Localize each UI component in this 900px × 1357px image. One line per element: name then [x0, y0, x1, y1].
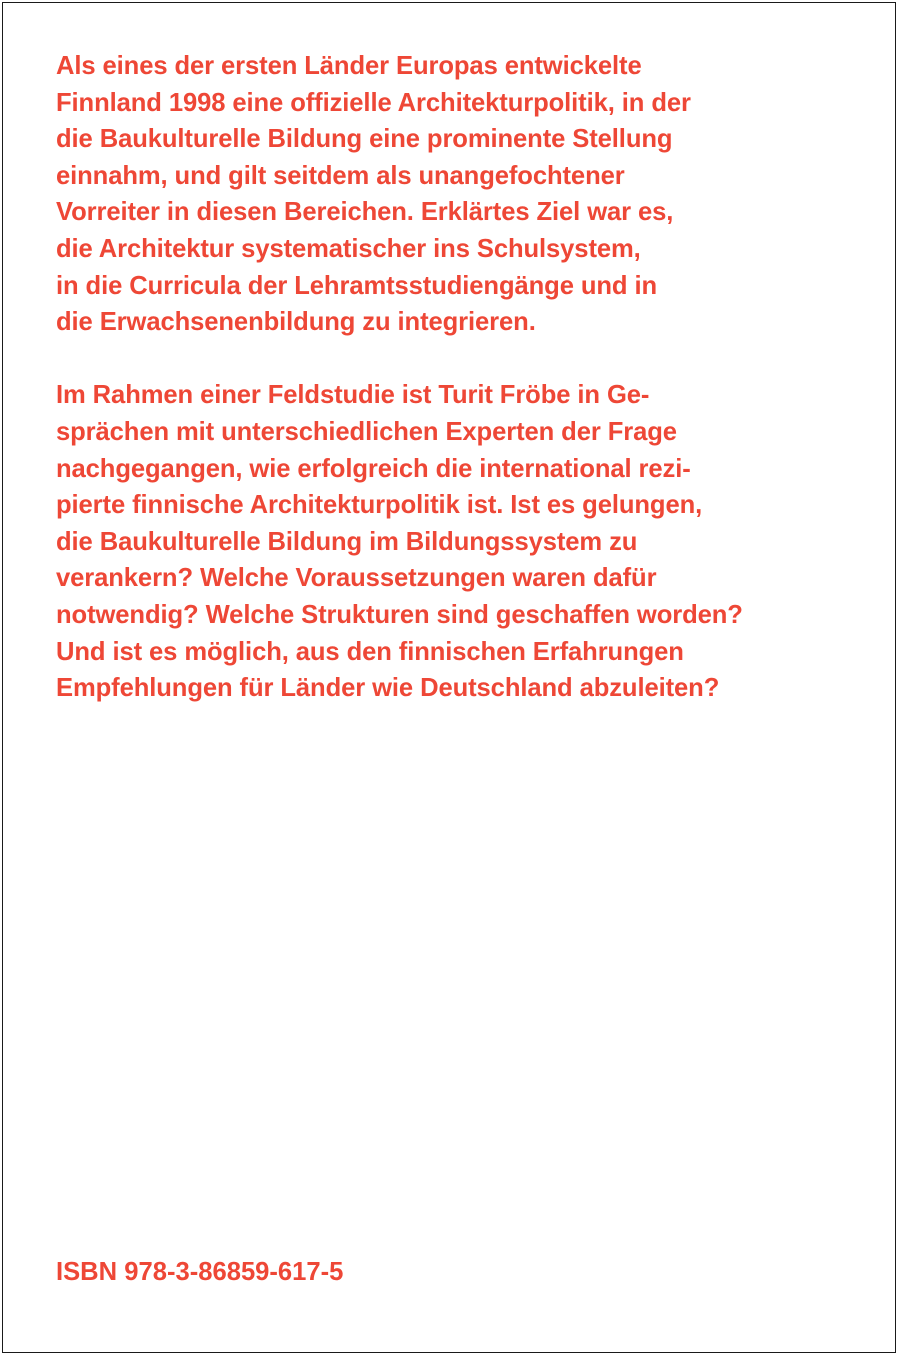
text-line: verankern? Welche Voraussetzungen waren dafür: [56, 564, 657, 593]
text-line: sprächen mit unterschiedlichen Experten der Frage: [56, 417, 677, 446]
back-cover: [2, 2, 896, 1353]
blurb-text: [56, 48, 856, 707]
text-line: in die Curricula der Lehramtsstudiengänge und in: [56, 271, 658, 300]
text-line: Empfehlungen für Länder wie Deutschland abzuleiten?: [56, 674, 720, 703]
text-line: die Baukulturelle Bildung im Bildungssystem zu: [56, 527, 638, 556]
text-line: Als eines der ersten Länder Europas entwickelte: [56, 52, 642, 80]
text-line: Vorreiter in diesen Bereichen. Erklärtes Ziel war es,: [56, 198, 674, 227]
text-line: nachgegangen, wie erfolgreich die international rezi-: [56, 454, 691, 483]
text-line: Finnland 1998 eine offizielle Architekturpolitik, in der: [56, 88, 691, 117]
text-line: die Erwachsenenbildung zu integrieren.: [56, 308, 536, 337]
text-line: einnahm, und gilt seitdem als unangefochtener: [56, 161, 625, 190]
text-line: notwendig? Welche Strukturen sind geschaffen worden?: [56, 600, 743, 629]
text-line: Und ist es möglich, aus den finnischen Erfahrungen: [56, 637, 684, 666]
text-line: die Baukulturelle Bildung eine prominente Stellung: [56, 125, 673, 154]
blurb-paragraph-1: [56, 48, 856, 341]
blurb-paragraph-2: [56, 377, 856, 706]
text-line: die Architektur systematischer ins Schulsystem,: [56, 234, 641, 263]
text-line: pierte finnische Architekturpolitik ist. Ist es gelungen,: [56, 491, 703, 520]
isbn-number: ISBN 978-3-86859-617-5: [56, 1258, 344, 1286]
text-line: Im Rahmen einer Feldstudie ist Turit Fröbe in Ge-: [56, 381, 650, 410]
